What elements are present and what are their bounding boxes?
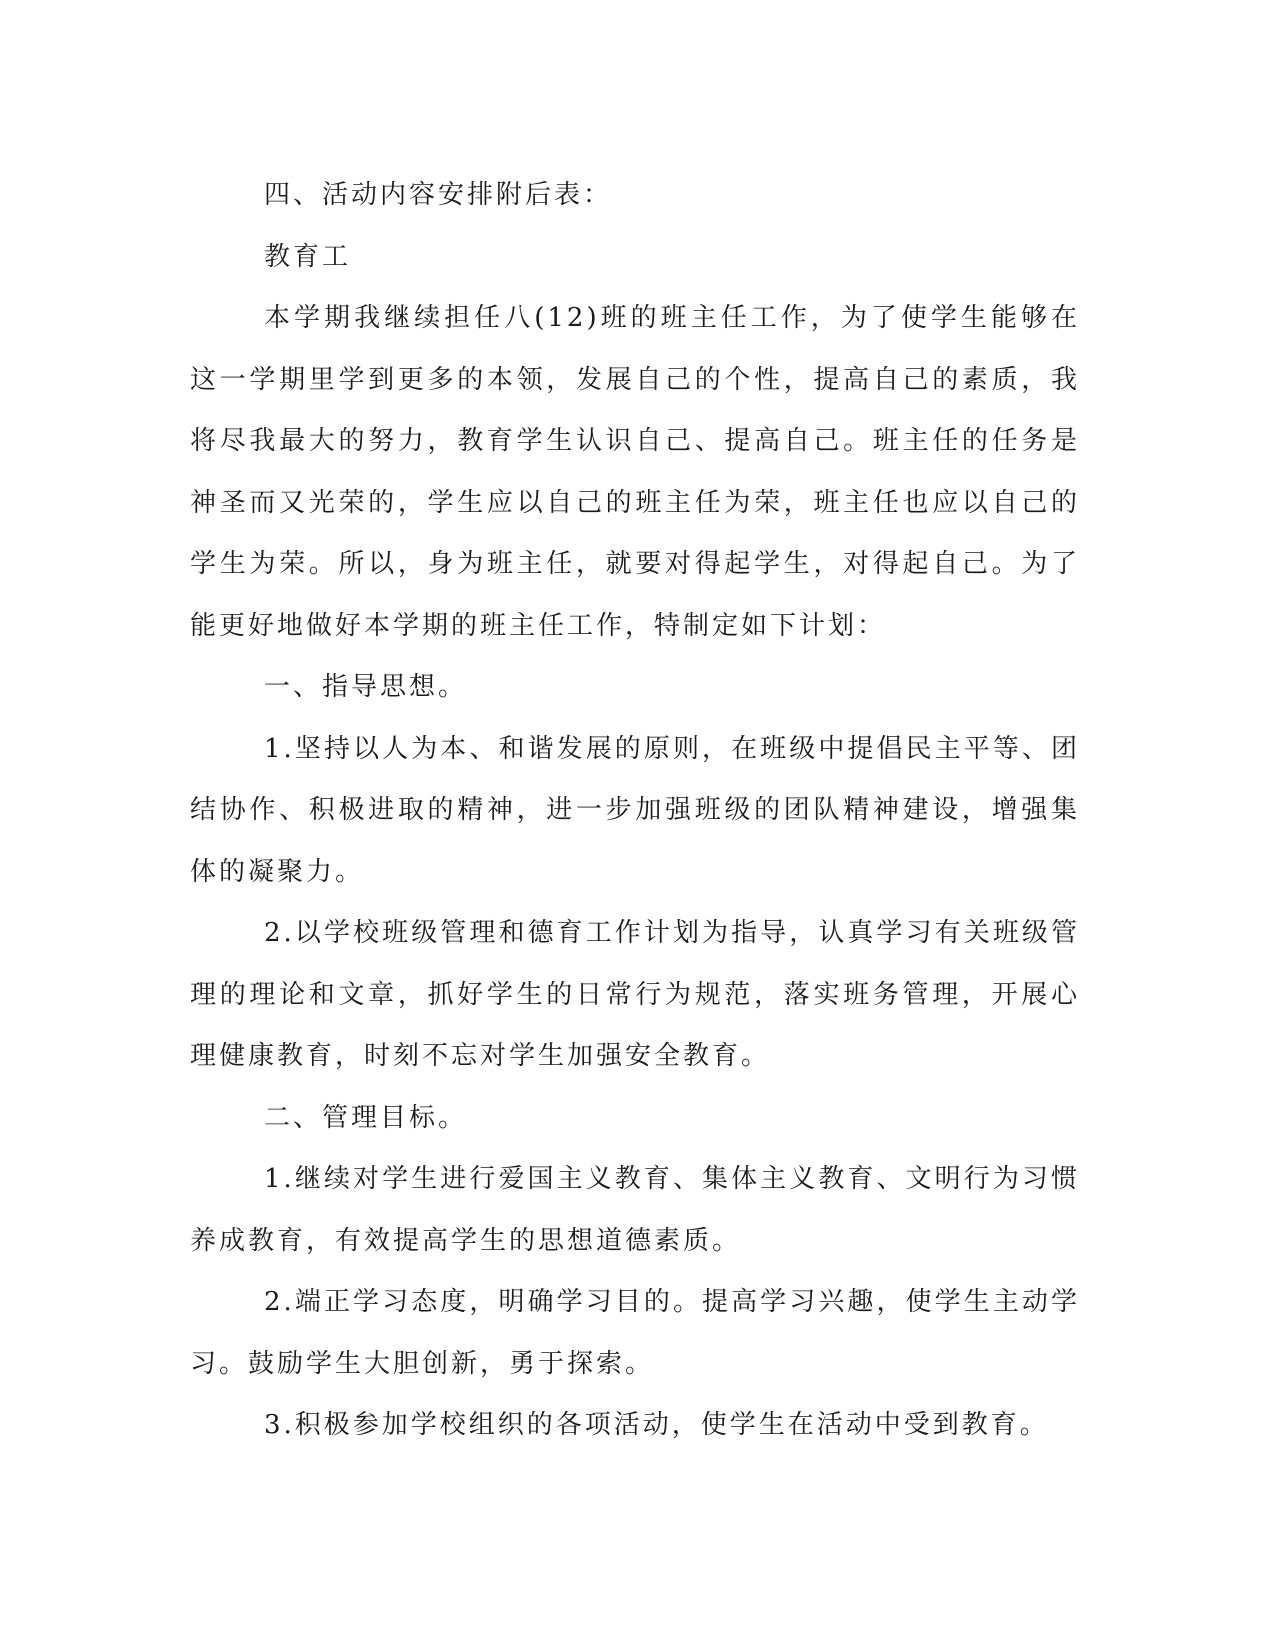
management-goal-item-1: 1.继续对学生进行爱国主义教育、集体主义教育、文明行为习惯养成教育，有效提高学生的思想道德素质。 [190,1164,1080,1256]
section-heading-management-goals: 二、管理目标。 [264,1102,468,1133]
section-heading-activity-schedule: 四、活动内容安排附后表： [264,180,613,210]
management-goal-item-2: 2.端正学习态度，明确学习目的。提高学习兴趣，使学生主动学习。鼓励学生大胆创新，勇于探索。 [190,1287,1080,1379]
section-heading-guiding-ideology: 一、指导思想。 [264,672,468,702]
guiding-ideology-item-2: 2.以学校班级管理和德育工作计划为指导，认真学习有关班级管理的理论和文章，抓好学生的日常行为规范，落实班务管理，开展心理健康教育，时刻不忘对学生加强安全教育。 [190,918,1080,1071]
section-heading-education: 教育工 [264,241,352,272]
management-goal-item-3: 3.积极参加学校组织的各项活动，使学生在活动中受到教育。 [264,1410,1049,1440]
intro-paragraph: 本学期我继续担任八(12)班的班主任工作，为了使学生能够在这一学期里学到更多的本领，发展自己的个性，提高自己的素质，我将尽我最大的努力，教育学生认识自己、提高自己。班主任的任务是神圣而又光荣的，学生应以自己的班主任为荣，班主任也应以自己的学生为荣。所以，身为班主任，就要对得起学生，对得起自己。为了能更好地做好本学期的班主任工作，特制定如下计划： [190,303,1080,641]
guiding-ideology-item-1: 1.坚持以人为本、和谐发展的原则，在班级中提倡民主平等、团结协作、积极进取的精神，进一步加强班级的团队精神建设，增强集体的凝聚力。 [190,733,1080,887]
document-body [190,165,1080,1457]
